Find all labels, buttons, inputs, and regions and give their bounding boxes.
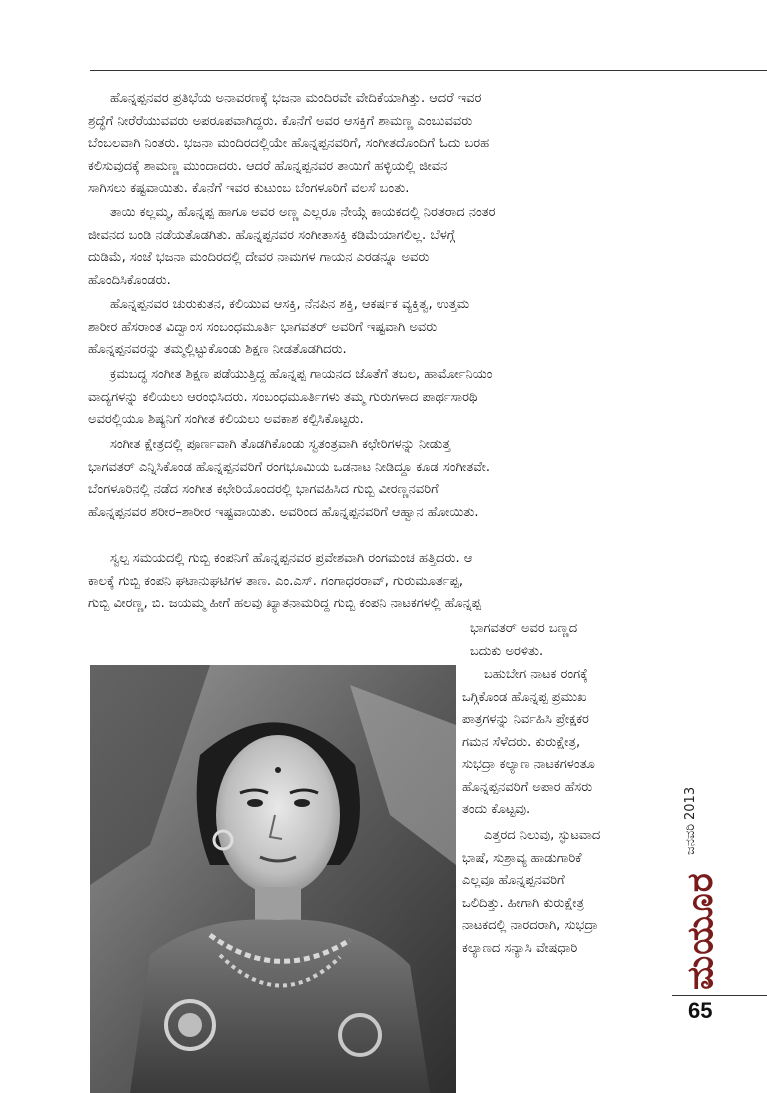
portrait-image [90,665,456,1093]
issue-year: 2013 [683,786,698,820]
paragraph-3: ಹೊನ್ನಪ್ಪನವರ ಚುರುಕುತನ, ಕಲಿಯುವ ಆಸಕ್ತಿ, ನೆನಪಿನ ಶಕ್ತಿ, ಆಕರ್ಷಕ ವ್ಯಕ್ತಿತ್ವ, ಉತ್ತಮ ಶಾರೀರ ಹೆಸರಾಂತ ವಿದ್ವಾಂಸ ಸಂಬಂಧಮೂರ್ತಿ ಭಾಗವತರ್ ಅವರಿಗೆ ಇಷ್ಟವಾಗಿ ಅವರು ಹೊನ್ನಪ್ಪನವರನ್ನು ತಮ್ಮಲ್ಲಿಟ್ಟುಕೊಂಡು ಶಿಕ್ಷಣ ನೀಡತೊಡಗಿದರು. [88,297,470,357]
paragraph-7: ಬಹುಬೇಗ ನಾಟಕ ರಂಗಕ್ಕೆ ಒಗ್ಗಿಕೊಂಡ ಹೊನ್ನಪ್ಪ ಪ್ರಮುಖ ಪಾತ್ರಗಳನ್ನು ನಿರ್ವಹಿಸಿ ಪ್ರೇಕ್ಷಕರ ಗಮನ ಸೆಳೆದರು. ಕುರುಕ್ಷೇತ್ರ, ಸುಭದ್ರಾ ಕಲ್ಯಾಣ ನಾಟಕಗಳಂತೂ ಹೊನ್ನಪ್ಪನವರಿಗೆ ಅಪಾರ ಹೆಸರು ತಂದು ಕೊಟ್ಟವು. [462,667,595,817]
paragraph-2: ತಾಯಿ ಕಲ್ಲಮ್ಮ, ಹೊನ್ನಪ್ಪ ಹಾಗೂ ಅವರ ಅಣ್ಣ ಎಲ್ಲರೂ ನೇಯ್ಗೆ ಕಾಯಕದಲ್ಲಿ ನಿರತರಾದ ನಂತರ ಜೀವನದ ಬಂಡಿ ನಡೆಯತೊಡಗಿತು. ಹೊನ್ನಪ್ಪನವರ ಸಂಗೀತಾಸಕ್ತಿ ಕಡಿಮೆಯಾಗಲಿಲ್ಲ. ಬೆಳಗ್ಗೆ ದುಡಿಮೆ, ಸಂಜೆ ಭಜನಾ ಮಂದಿರದಲ್ಲಿ ದೇವರ ನಾಮಗಳ ಗಾಯನ ಎರಡನ್ನೂ ಅವರು ಹೊಂದಿಸಿಕೊಂಡರು. [88,205,496,288]
footer-rule [672,995,767,996]
issue-month: ಜನವರಿ [683,823,698,855]
paragraph-4: ಕ್ರಮಬದ್ಧ ಸಂಗೀತ ಶಿಕ್ಷಣ ಪಡೆಯುತ್ತಿದ್ದ ಹೊನ್ನಪ್ಪ ಗಾಯನದ ಜೊತೆಗೆ ತಬಲ, ಹಾರ್ಮೋನಿಯಂ ವಾದ್ಯಗಳನ್ನು ಕಲಿಯಲು ಆರಂಭಿಸಿದರು. ಸಂಬಂಧಮೂರ್ತಿಗಳು ತಮ್ಮ ಗುರುಗಳಾದ ಪಾರ್ಥಸಾರಥಿ ಅವರಲ್ಲಿಯೂ ಶಿಷ್ಯನಿಗೆ ಸಂಗೀತ ಕಲಿಯಲು ಅವಕಾಶ ಕಲ್ಪಿಸಿಕೊಟ್ಟರು. [88,367,493,427]
header-rule [90,70,767,71]
paragraph-8: ಎತ್ತರದ ನಿಲುವು, ಸ್ಫುಟವಾದ ಭಾಷೆ, ಸುಶ್ರಾವ್ಯ ಹಾಡುಗಾರಿಕೆ ಎಲ್ಲವೂ ಹೊನ್ನಪ್ಪನವರಿಗೆ ಒಲಿದಿತ್ತು. ಹೀಗಾಗಿ ಕುರುಕ್ಷೇತ್ರ ನಾಟಕದಲ್ಲಿ ನಾರದರಾಗಿ, ಸುಭದ್ರಾ ಕಲ್ಯಾಣದ ಸನ್ಯಾಸಿ ವೇಷಧಾರಿ [462,828,601,956]
portrait-photo [90,665,456,1093]
paragraph-6: ಸ್ವಲ್ಪ ಸಮಯದಲ್ಲಿ ಗುಬ್ಬಿ ಕಂಪನಿಗೆ ಹೊನ್ನಪ್ಪನವರ ಪ್ರವೇಶವಾಗಿ ರಂಗಮಂಚ ಹತ್ತಿದರು. ಆ ಕಾಲಕ್ಕೆ ಗುಬ್ಬಿ ಕಂಪನಿ ಘಟಾನುಘಟಿಗಳ ತಾಣ. ಎಂ.ಎಸ್. ಗಂಗಾಧರರಾವ್, ಗುರುಮೂರ್ತಪ್ಪ, ಗುಬ್ಬಿ ವೀರಣ್ಣ, ಬಿ. ಜಯಮ್ಮ ಹೀಗೆ ಹಲವು ಖ್ಯಾತನಾಮರಿದ್ದ ಗುಬ್ಬಿ ಕಂಪನಿ ನಾಟಕಗಳಲ್ಲಿ ಹೊನ್ನಪ್ಪ [88,551,481,611]
paragraph-5: ಸಂಗೀತ ಕ್ಷೇತ್ರದಲ್ಲಿ ಪೂರ್ಣವಾಗಿ ತೊಡಗಿಕೊಂಡು ಸ್ವತಂತ್ರವಾಗಿ ಕಛೇರಿಗಳನ್ನು ನೀಡುತ್ತ ಭಾಗವತರ್ ಎನ್ನಿಸಿಕೊಂಡ ಹೊನ್ನಪ್ಪನವರಿಗೆ ರಂಗಭೂಮಿಯ ಒಡನಾಟ ನೀಡಿದ್ದೂ ಕೂಡ ಸಂಗೀತವೇ. ಬೆಂಗಳೂರಿನಲ್ಲಿ ನಡೆದ ಸಂಗೀತ ಕಛೇರಿಯೊಂದರಲ್ಲಿ ಭಾಗವಹಿಸಿದ ಗುಬ್ಬಿ ವೀರಣ್ಣನವರಿಗೆ ಹೊನ್ನಪ್ಪನವರ ಶರೀರ–ಶಾರೀರ ಇಷ್ಟವಾಯಿತು. ಅವರಿಂದ ಹೊನ್ನಪ್ಪನವರಿಗೆ ಆಹ್ವಾನ ಹೋಯಿತು. [88,437,490,520]
magazine-logo: ಮಯೂರ [680,872,721,990]
paragraph-6-continued: ಭಾಗವತರ್ ಅವರ ಬಣ್ಣದ ಬದುಕು ಅರಳಿತು. [470,621,578,659]
page-number: 65 [688,998,713,1023]
paragraph-1: ಹೊನ್ನಪ್ಪನವರ ಪ್ರತಿಭೆಯ ಅನಾವರಣಕ್ಕೆ ಭಜನಾ ಮಂದಿರವೇ ವೇದಿಕೆಯಾಗಿತ್ತು. ಆದರೆ ಇವರ ಶ್ರದ್ಧೆಗೆ ನೀರೆರೆಯುವವರು ಅಪರೂಪವಾಗಿದ್ದರು. ಕೊನೆಗೆ ಅವರ ಆಸಕ್ತಿಗೆ ಶಾಮಣ್ಣ ಎಂಬುವವರು ಬೆಂಬಲವಾಗಿ ನಿಂತರು. ಭಜನಾ ಮಂದಿರದಲ್ಲಿಯೇ ಹೊನ್ನಪ್ಪನವರಿಗೆ, ಸಂಗೀತದೊಂದಿಗೆ ಓದು ಬರಹ ಕಲಿಸುವುದಕ್ಕೆ ಶಾಮಣ್ಣ ಮುಂದಾದರು. ಆದರೆ ಹೊನ್ನಪ್ಪನವರ ತಾಯಿಗೆ ಹಳ್ಳಿಯಲ್ಲಿ ಜೀವನ ಸಾಗಿಸಲು ಕಷ್ಟವಾಯಿತು. ಕೊನೆಗೆ ಇವರ ಕುಟುಂಬ ಬೆಂಗಳೂರಿಗೆ ವಲಸೆ ಬಂತು. [88,91,490,196]
